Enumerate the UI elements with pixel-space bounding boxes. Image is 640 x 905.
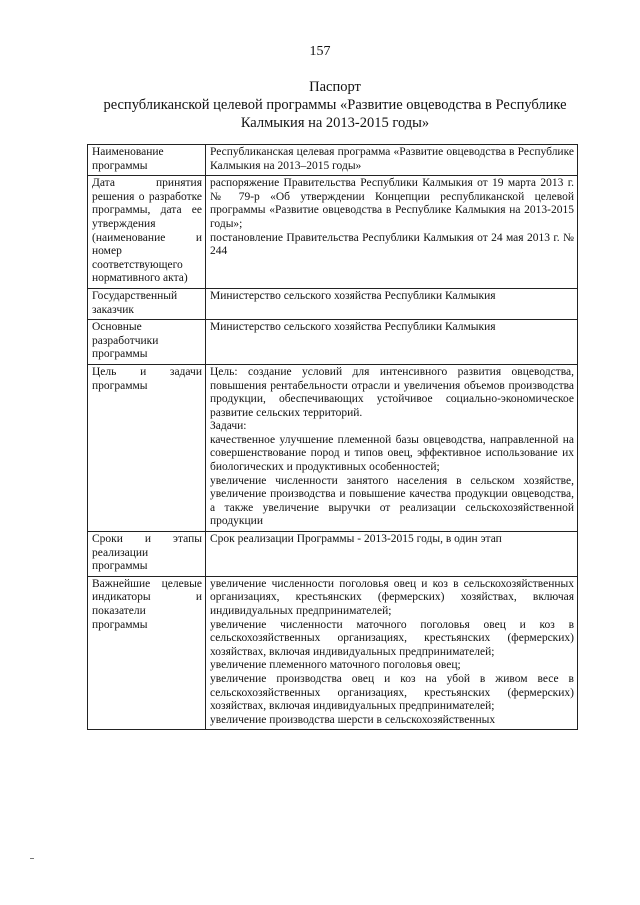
passport-row [88,145,578,176]
row-value-paragraph: распоряжение Правительства Республики Калмыкия от 19 марта 2013 г. № 79-р «Об утверждении Концепции республиканской целевой программы «Развитие овцеводства в Республике Калмыкия на 2013-2015 годы»; [210,177,574,230]
scan-mark [30,858,34,859]
row-value [206,320,578,365]
title-line-1: Паспорт [309,79,361,95]
row-value-paragraph: Цель: создание условий для интенсивного развития овцеводства, повышения рентабельности отрасли и увеличения объемов производства продукции, обеспечивающих устойчивое социально-экономическое развитие сельских территорий. [210,365,574,419]
row-value [206,288,578,319]
title-line-3: Калмыкия на 2013-2015 годы» [240,115,430,131]
passport-table [87,144,578,730]
row-value-paragraph: увеличение племенного маточного поголовья овец; [210,659,461,672]
row-value-paragraph: Срок реализации Программы - 2013-2015 годы, в один этап [210,533,502,546]
title-line-2: республиканской целевой программы «Развитие овцеводства в Республике [103,97,567,113]
row-value [206,576,578,730]
row-label: Цель и задачи программы [88,364,206,531]
passport-table-body [88,145,578,730]
page-number: 157 [309,44,331,59]
row-value [206,364,578,531]
row-value [206,532,578,577]
row-value-paragraph: Республиканская целевая программа «Развитие овцеводства в Республике Калмыкия на 2013–2015 годы» [210,146,574,172]
row-label: Основные разработчики программы [88,320,206,365]
row-value [206,176,578,289]
row-value-paragraph: Министерство сельского хозяйства Республики Калмыкия [210,321,496,334]
row-value-paragraph: увеличение численности поголовья овец и коз в сельскохозяйственных организациях, крестьянских (фермерских) хозяйствах, включая индивидуальных предпринимателей; [210,577,574,617]
passport-row [88,288,578,319]
row-label: Наименование программы [88,145,206,176]
document-title [80,78,590,132]
row-value-paragraph: увеличение производства овец и коз на убой в живом весе в сельскохозяйственных организациях, крестьянских (фермерских) хозяйствах, включая индивидуальных предпринимателей; [210,672,574,713]
row-value-paragraph: Министерство сельского хозяйства Республики Калмыкия [210,289,496,302]
row-label: Сроки и этапы реализации программы [88,532,206,577]
row-value-paragraph: увеличение численности занятого населения в сельском хозяйстве, увеличение производства и повышение качества продукции овцеводства, а также увеличение выручки от реализации сельскохозяйственной продукции [210,474,574,528]
row-value-paragraph: постановление Правительства Республики Калмыкия от 24 мая 2013 г. № 244 [210,231,574,258]
row-label: Государственный заказчик [88,288,206,319]
passport-row [88,532,578,577]
row-value-paragraph: увеличение производства шерсти в сельскохозяйственных [210,713,496,726]
row-label: Дата принятия решения о разработке программы, дата ее утверждения (наименование и номер соответствующего нормативного акта) [88,176,206,289]
row-value-paragraph: увеличение численности маточного поголовья овец и коз в сельскохозяйственных организациях, крестьянских (фермерских) хозяйствах, включая индивидуальных предпринимателей; [210,618,574,658]
row-value [206,145,578,176]
row-label: Важнейшие целевые индикаторы и показатели программы [88,576,206,730]
passport-row [88,176,578,289]
passport-row [88,576,578,730]
row-value-paragraph: качественное улучшение племенной базы овцеводства, направленной на совершенствование пород и типов овец, эффективное использование их биологических и продуктивных особенностей; [210,433,574,474]
row-value-paragraph: Задачи: [210,420,247,433]
passport-row [88,364,578,531]
passport-row [88,320,578,365]
